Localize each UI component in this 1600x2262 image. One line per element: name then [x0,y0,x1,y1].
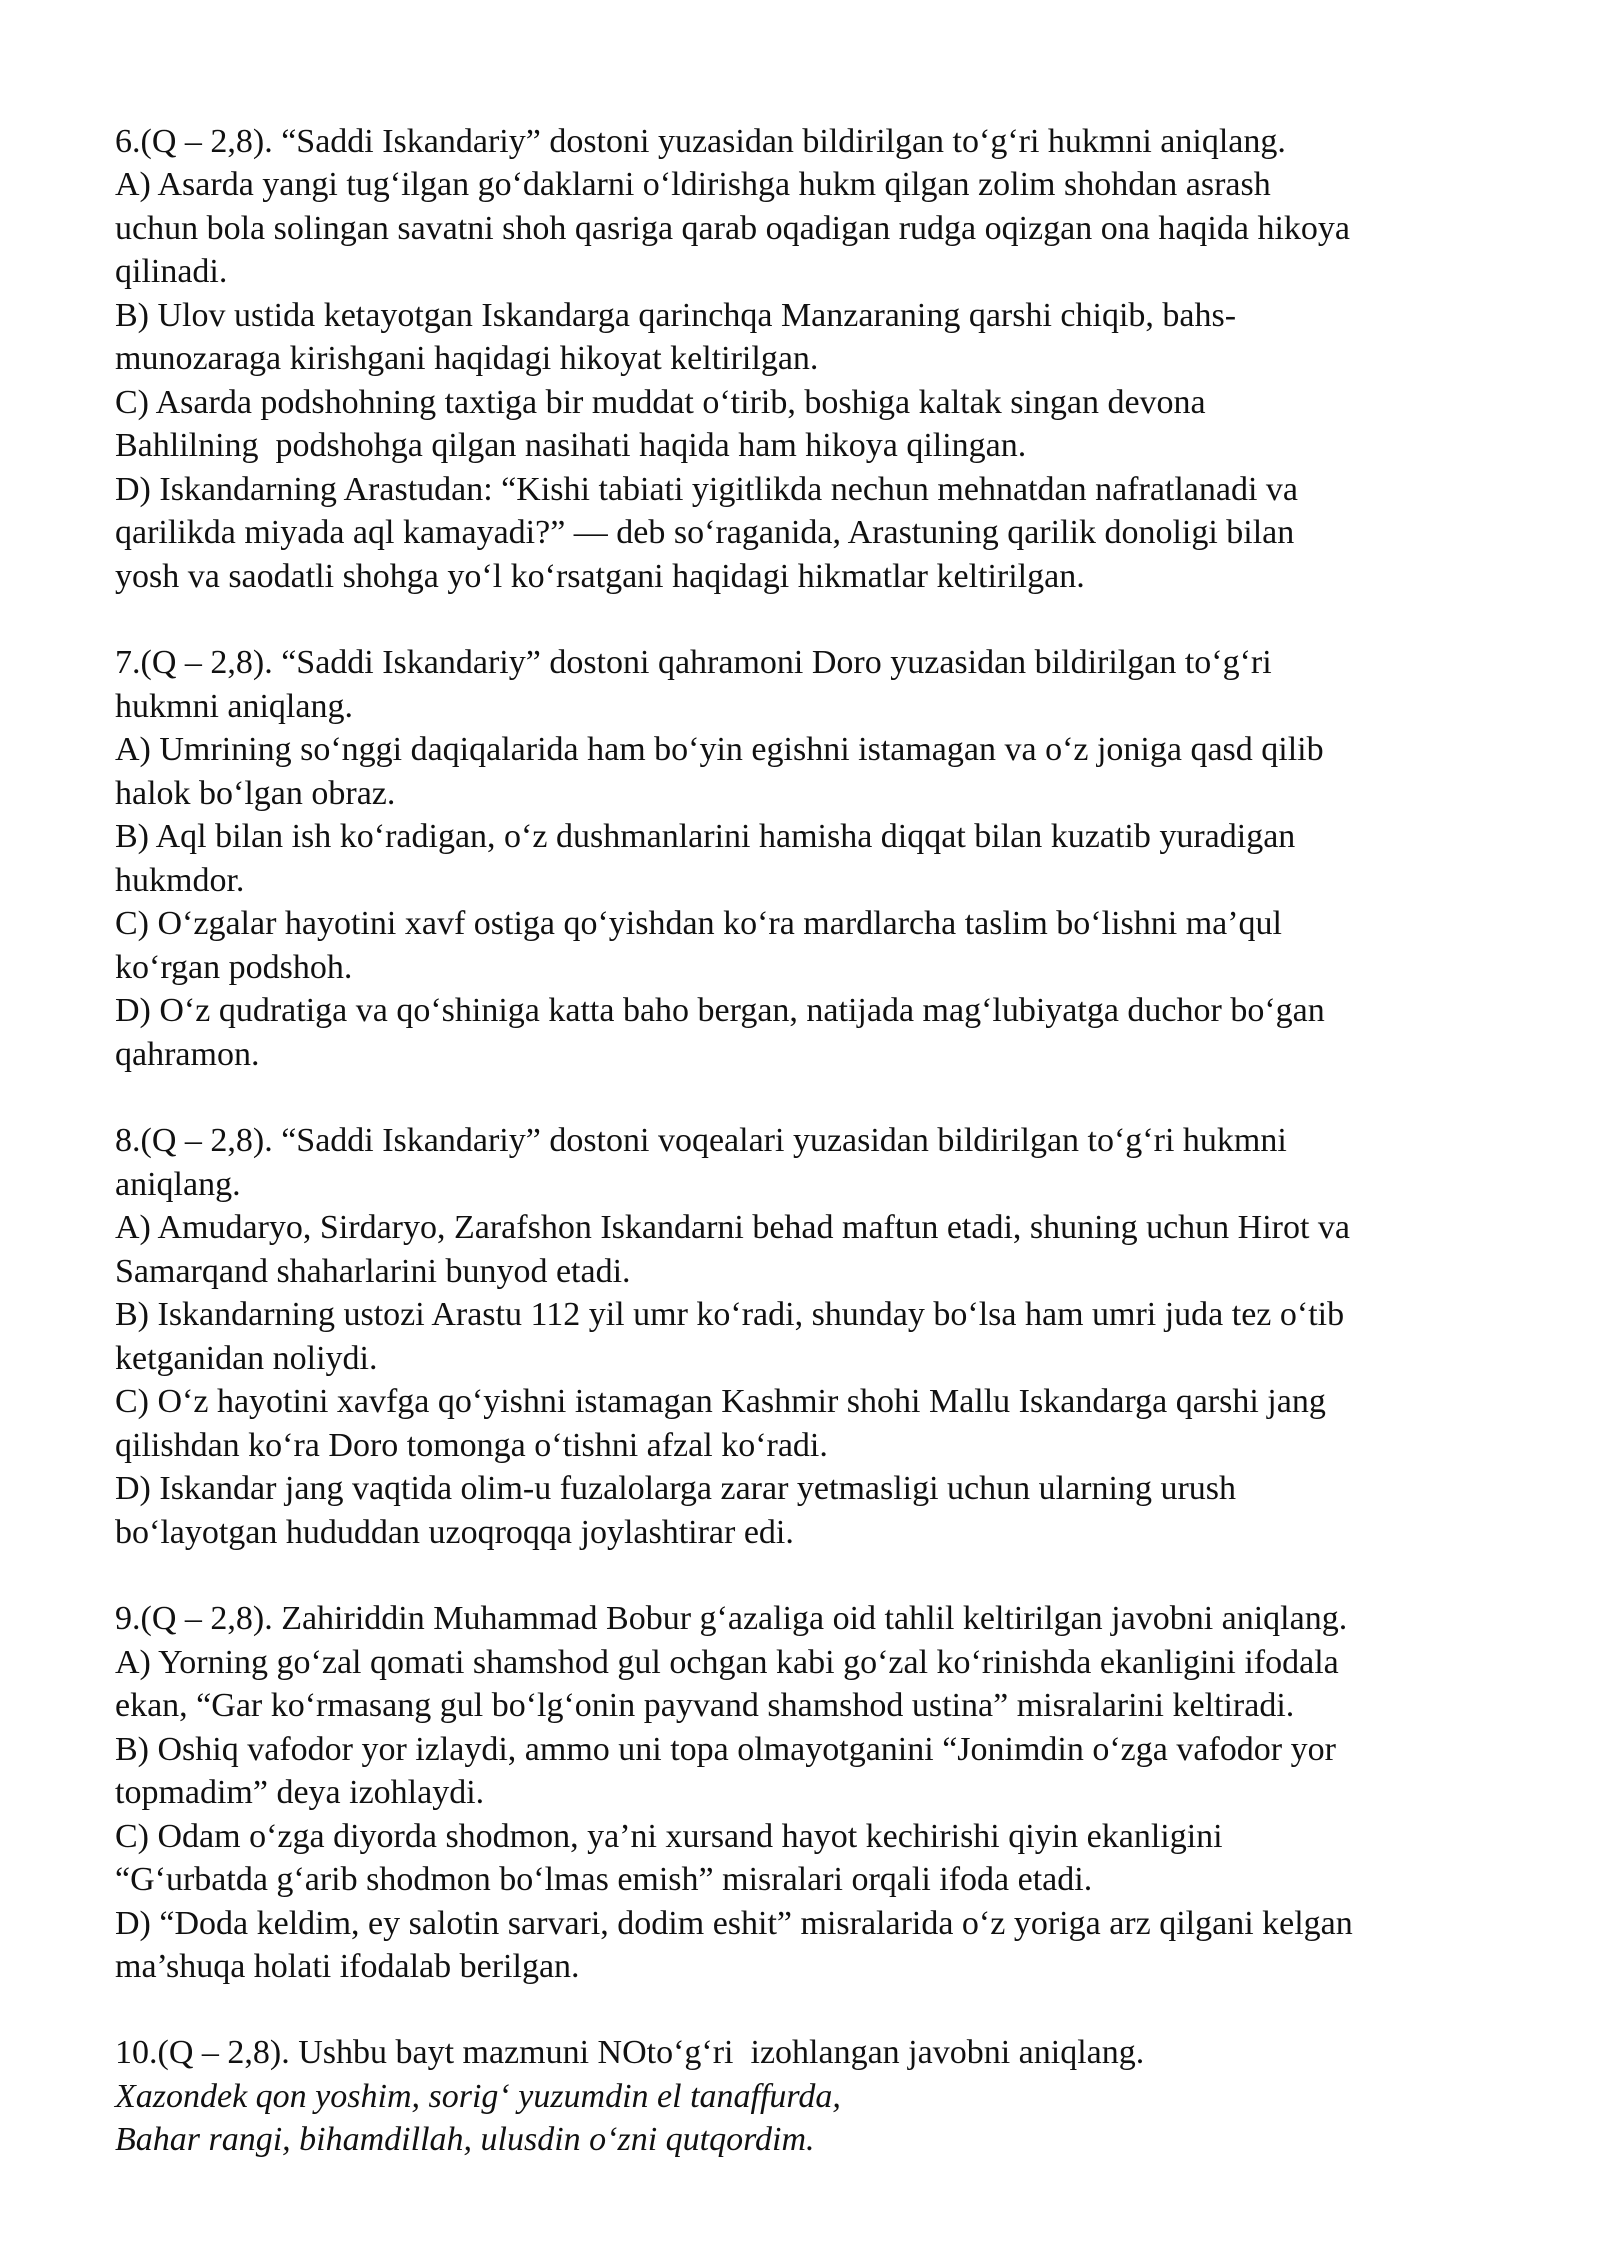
question-10-stem: 10.(Q – 2,8). Ushbu bayt mazmuni NOto‘g‘ri izohlangan javobni aniqlang. [115,2034,1145,2071]
question-6-option-c: Bahlilning podshohga qilgan nasihati haqida ham hikoya qilingan. [115,427,1027,464]
question-6-option-d: yosh va saodatli shohga yo‘l ko‘rsatgani haqidagi hikmatlar keltirilgan. [115,558,1085,595]
question-9-option-a: ekan, “Gar ko‘rmasang gul bo‘lg‘onin payvand shamshod ustina” misralarini keltiradi. [115,1687,1295,1724]
question-8-option-b: B) Iskandarning ustozi Arastu 112 yil umr ko‘radi, shunday bo‘lsa ham umri juda tez o‘tib [115,1296,1345,1333]
question-7-option-d: qahramon. [115,1036,260,1073]
question-9-option-c: “G‘urbatda g‘arib shodmon bo‘lmas emish” misralari orqali ifoda etadi. [115,1861,1093,1898]
question-7-option-b: hukmdor. [115,862,245,899]
question-9-stem: 9.(Q – 2,8). Zahiriddin Muhammad Bobur g‘azaliga oid tahlil keltirilgan javobni aniqlang. [115,1600,1348,1637]
question-10-verse-line-1: Xazondek qon yoshim, sorig‘ yuzumdin el tanaffurda, [115,2078,841,2115]
question-6-option-a: uchun bola solingan savatni shoh qasriga qarab oqadigan rudga oqizgan ona haqida hikoya [115,210,1350,247]
question-6-option-b: munozaraga kirishgani haqidagi hikoyat keltirilgan. [115,340,819,377]
question-9-option-c: C) Odam o‘zga diyorda shodmon, ya’ni xursand hayot kechirishi qiyin ekanligini [115,1818,1223,1855]
question-9-option-b: topmadim” deya izohlaydi. [115,1774,485,1811]
question-7-option-c: C) O‘zgalar hayotini xavf ostiga qo‘yishdan ko‘ra mardlarcha taslim bo‘lishni ma’qul [115,905,1283,942]
question-6-option-d: qarilikda miyada aql kamayadi?” — deb so‘raganida, Arastuning qarilik donoligi bilan [115,514,1295,551]
question-10-verse-line-2: Bahar rangi, bihamdillah, ulusdin o‘zni qutqordim. [115,2121,815,2158]
question-9-option-b: B) Oshiq vafodor yor izlaydi, ammo uni topa olmayotganini “Jonimdin o‘zga vafodor yor [115,1731,1336,1768]
question-8-option-d: D) Iskandar jang vaqtida olim-u fuzalolarga zarar yetmasligi uchun ularning urush [115,1470,1237,1507]
question-8-option-d: bo‘layotgan hududdan uzoqroqqa joylashtirar edi. [115,1514,794,1551]
question-8-option-a: Samarqand shaharlarini bunyod etadi. [115,1253,631,1290]
question-6-option-d: D) Iskandarning Arastudan: “Kishi tabiati yigitlikda nechun mehnatdan nafratlanadi va [115,471,1299,508]
question-8-option-a: A) Amudaryo, Sirdaryo, Zarafshon Iskandarni behad maftun etadi, shuning uchun Hirot va [115,1209,1351,1246]
question-7-stem: hukmni aniqlang. [115,688,353,725]
question-8-option-b: ketganidan noliydi. [115,1340,378,1377]
question-6-option-b: B) Ulov ustida ketayotgan Iskandarga qarinchqa Manzaraning qarshi chiqib, bahs- [115,297,1237,334]
question-7-option-a: halok bo‘lgan obraz. [115,775,396,812]
question-7-option-c: ko‘rgan podshoh. [115,949,353,986]
question-8-stem: 8.(Q – 2,8). “Saddi Iskandariy” dostoni voqealari yuzasidan bildirilgan to‘g‘ri hukmni [115,1122,1287,1159]
question-7-option-d: D) O‘z qudratiga va qo‘shiniga katta baho bergan, natijada mag‘lubiyatga duchor bo‘gan [115,992,1325,1029]
question-6-option-a: qilinadi. [115,253,228,290]
question-8-stem: aniqlang. [115,1166,241,1203]
question-8-option-c: qilishdan ko‘ra Doro tomonga o‘tishni afzal ko‘radi. [115,1427,828,1464]
question-6-option-a: A) Asarda yangi tug‘ilgan go‘daklarni o‘ldirishga hukm qilgan zolim shohdan asrash [115,166,1271,203]
question-9-option-a: A) Yorning go‘zal qomati shamshod gul ochgan kabi go‘zal ko‘rinishda ekanligini ifodala [115,1644,1339,1681]
question-6-option-c: C) Asarda podshohning taxtiga bir muddat o‘tirib, boshiga kaltak singan devona [115,384,1206,421]
question-7-stem: 7.(Q – 2,8). “Saddi Iskandariy” dostoni qahramoni Doro yuzasidan bildirilgan to‘g‘ri [115,644,1272,681]
question-7-option-b: B) Aql bilan ish ko‘radigan, o‘z dushmanlarini hamisha diqqat bilan kuzatib yuradigan [115,818,1296,855]
question-7-option-a: A) Umrining so‘nggi daqiqalarida ham bo‘yin egishni istamagan va o‘z joniga qasd qilib [115,731,1324,768]
question-9-option-d: ma’shuqa holati ifodalab berilgan. [115,1948,580,1985]
question-8-option-c: C) O‘z hayotini xavfga qo‘yishni istamagan Kashmir shohi Mallu Iskandarga qarshi jang [115,1383,1326,1420]
question-9-option-d: D) “Doda keldim, ey salotin sarvari, dodim eshit” misralarida o‘z yoriga arz qilgani kelgan [115,1905,1353,1942]
question-6-stem: 6.(Q – 2,8). “Saddi Iskandariy” dostoni yuzasidan bildirilgan to‘g‘ri hukmni aniqlang. [115,123,1286,160]
